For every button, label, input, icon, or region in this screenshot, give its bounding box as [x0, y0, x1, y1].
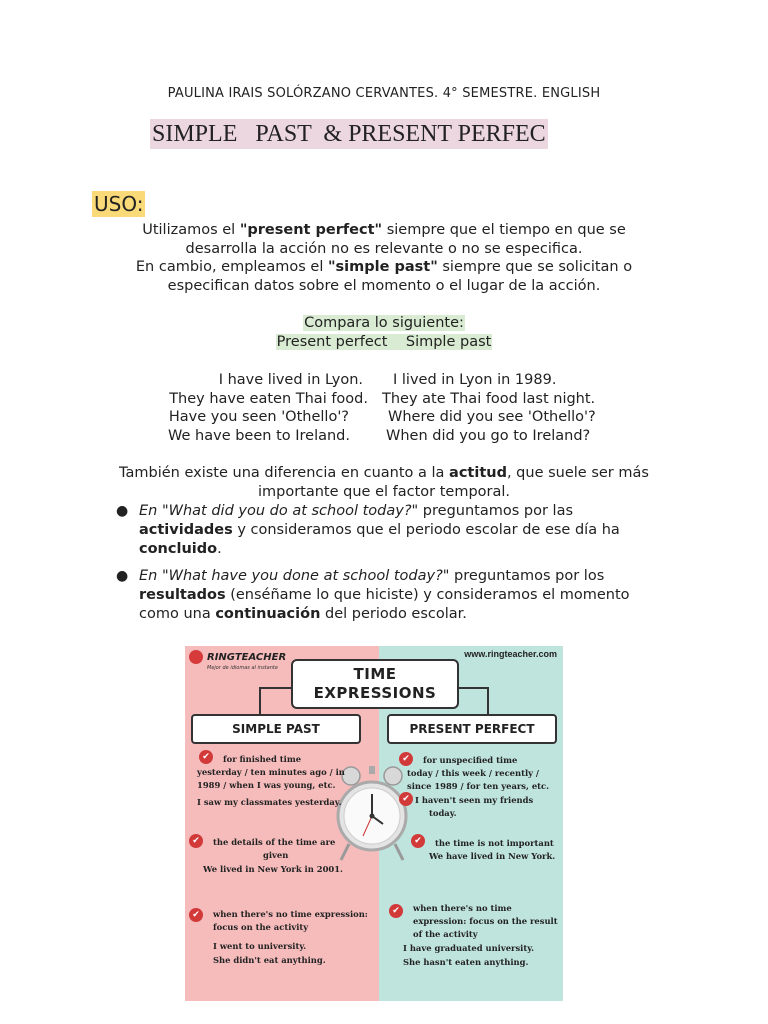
- compare-heading-wrap: [60, 314, 708, 333]
- simple-past-header: SIMPLE PAST: [191, 714, 361, 744]
- compare-columns-wrap: [60, 333, 708, 352]
- bullet-2-text: [139, 567, 699, 624]
- term-concluido: concluido: [139, 541, 218, 557]
- checkmark-icon: ✔: [399, 792, 413, 806]
- text-run: En cambio, empleamos el: [135, 259, 328, 275]
- pp-item-3-line-2: of the activity: [413, 929, 478, 939]
- example-pp-2: They have eaten Thai food.: [169, 391, 368, 407]
- sp-item-3-line-1: focus on the activity: [213, 922, 309, 932]
- connector-line-right-v: [487, 687, 489, 715]
- pp-item-1-line-1: today / this week / recently /: [407, 768, 539, 778]
- pp-item-1-title: for unspecified time: [423, 755, 518, 765]
- uso-line-1: [60, 221, 708, 240]
- connector-line-left-h: [259, 687, 293, 689]
- uso-line-2: desarrolla la acción no es relevante o no se especifica.: [185, 241, 583, 257]
- uso-text: USO: [94, 192, 137, 216]
- uso-colon: :: [136, 192, 144, 216]
- example-sp-2: They ate Thai food last night.: [382, 391, 596, 407]
- example-question-1: En "What did you do at school today?": [139, 503, 419, 519]
- pp-item-2-title: the time is not important: [435, 838, 554, 848]
- text-run: .: [217, 541, 222, 557]
- compare-columns: Present perfect Simple past: [276, 334, 492, 350]
- checkmark-icon: ✔: [199, 750, 213, 764]
- ringteacher-logo-icon: [189, 650, 203, 664]
- term-present-perfect: "present perfect": [239, 222, 383, 238]
- text-run: como una: [139, 606, 216, 622]
- pp-item-3-example-2: She hasn't eaten anything.: [403, 957, 529, 967]
- pp-item-1-line-2: since 1989 / for ten years, etc.: [407, 781, 550, 791]
- sp-item-2-line-1: given: [263, 850, 289, 860]
- checkmark-icon: ✔: [411, 834, 425, 848]
- pp-item-3-line-1: expression: focus on the result: [413, 916, 558, 926]
- difference-line-1: [60, 464, 708, 483]
- example-sp-1: I lived in Lyon in 1989.: [393, 372, 557, 388]
- sp-item-1-example: I saw my classmates yesterday.: [197, 797, 342, 807]
- pp-item-1-example: I haven't seen my friends: [415, 795, 534, 805]
- infographic-url: www.ringteacher.com: [464, 649, 557, 659]
- example-pp-3: Have you seen 'Othello'?: [168, 409, 349, 425]
- alarm-clock-icon: [327, 764, 417, 864]
- pp-item-3-title: when there's no time: [413, 903, 512, 913]
- logo-subtitle: Mejor de idiomas al instante: [207, 665, 278, 671]
- sp-item-2-example: We lived in New York in 2001.: [203, 864, 343, 874]
- term-resultados: resultados: [139, 587, 226, 603]
- term-actividades: actividades: [139, 522, 233, 538]
- text-run: y consideramos que el periodo escolar de ese día ha: [232, 522, 620, 538]
- compare-heading: Compara lo siguiente:: [304, 315, 464, 331]
- example-sp-3: Where did you see 'Othello'?: [388, 409, 596, 425]
- checkmark-icon: ✔: [399, 752, 413, 766]
- difference-line-2: importante que el factor temporal.: [257, 484, 511, 500]
- text-run: , que suele ser más: [506, 465, 649, 481]
- checkmark-icon: ✔: [189, 834, 203, 848]
- text-run: También existe una diferencia en cuanto a la: [119, 465, 450, 481]
- pp-item-1-example-cont: today.: [429, 808, 457, 818]
- text-run: preguntamos por las: [418, 503, 574, 519]
- infographic-title-line-1: TIME: [353, 665, 397, 683]
- text-run: siempre que el tiempo en que se: [382, 222, 626, 238]
- sp-item-3-example-2: She didn't eat anything.: [213, 955, 326, 965]
- checkmark-icon: ✔: [189, 908, 203, 922]
- text-run: Utilizamos el: [142, 222, 240, 238]
- page-title: SIMPLE PAST & PRESENT PERFEC: [152, 121, 546, 147]
- sp-item-3-example-1: I went to university.: [213, 941, 307, 951]
- bullet-1-dot: ●: [116, 503, 129, 519]
- sp-item-1-line-1: yesterday / ten minutes ago / in: [197, 767, 345, 777]
- infographic-title: [291, 659, 459, 709]
- text-run: del periodo escolar.: [320, 606, 467, 622]
- uso-line-4: especifican datos sobre el momento o el lugar de la acción.: [167, 278, 601, 294]
- example-sp-4: When did you go to Ireland?: [386, 428, 591, 444]
- example-pp-1: I have lived in Lyon.: [218, 372, 363, 388]
- sp-item-1-line-2: 1989 / when I was young, etc.: [197, 780, 336, 790]
- text-run: siempre que se solicitan o: [437, 259, 633, 275]
- sp-item-2-title: the details of the time are: [213, 837, 336, 847]
- pp-item-3-example-1: I have graduated university.: [403, 943, 535, 953]
- uso-line-3: [60, 258, 708, 277]
- sp-item-1-title: for finished time: [223, 754, 302, 764]
- text-run: preguntamos por los: [449, 568, 605, 584]
- term-simple-past: "simple past": [327, 259, 438, 275]
- present-perfect-header: PRESENT PERFECT: [387, 714, 557, 744]
- checkmark-icon: ✔: [389, 904, 403, 918]
- infographic-title-line-2: EXPRESSIONS: [313, 684, 437, 702]
- sp-item-3-title: when there's no time expression:: [213, 909, 368, 919]
- bullet-2-dot: ●: [116, 568, 129, 584]
- connector-line-left-v: [259, 687, 261, 715]
- ringteacher-logo: RINGTEACHER: [207, 652, 287, 663]
- pp-item-2-example: We have lived in New York.: [429, 851, 556, 861]
- term-continuacion: continuación: [215, 606, 321, 622]
- term-actitud: actitud: [449, 465, 507, 481]
- text-run: (enséñame lo que hiciste) y consideramos el momento: [225, 587, 630, 603]
- author-line: PAULINA IRAIS SOLÓRZANO CERVANTES. 4° SEMESTRE. ENGLISH: [167, 86, 601, 101]
- example-pp-4: We have been to Ireland.: [168, 428, 350, 444]
- example-question-2: En "What have you done at school today?": [139, 568, 450, 584]
- connector-line-right-h: [455, 687, 489, 689]
- time-expressions-infographic: [185, 646, 563, 1001]
- bullet-1-text: [139, 502, 699, 559]
- section-label-uso: [92, 191, 145, 217]
